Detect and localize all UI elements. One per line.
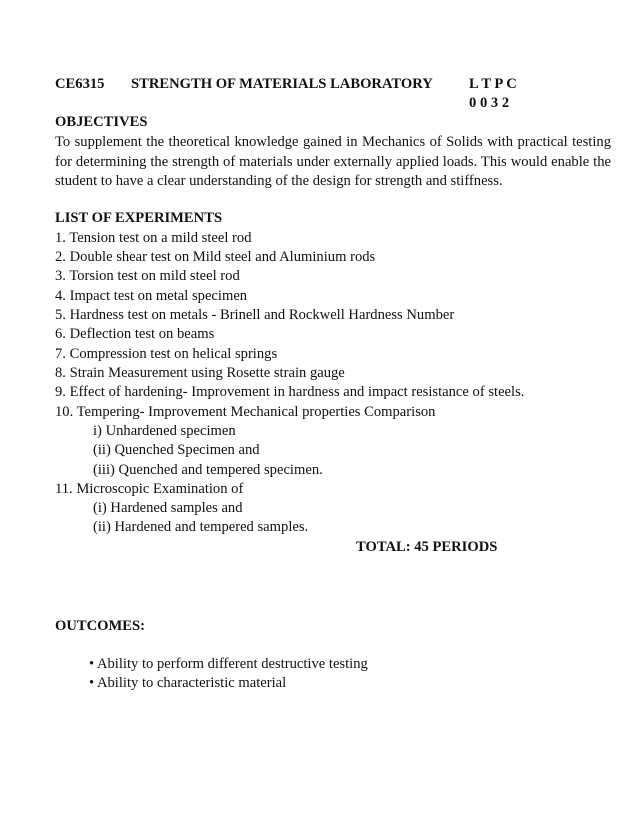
experiment-11-sub-2: (ii) Hardened and tempered samples. bbox=[93, 519, 309, 535]
experiment-item-11: 11. Microscopic Examination of bbox=[55, 481, 244, 497]
outcomes-heading: OUTCOMES: bbox=[55, 618, 145, 634]
experiment-item-6: 6. Deflection test on beams bbox=[55, 326, 215, 342]
ltpc-values: 0 0 3 2 bbox=[469, 95, 510, 111]
experiment-item-2: 2. Double shear test on Mild steel and Aluminium rods bbox=[55, 249, 376, 265]
experiments-heading: LIST OF EXPERIMENTS bbox=[55, 210, 223, 226]
experiment-10-sub-1: i) Unhardened specimen bbox=[93, 423, 236, 439]
experiment-item-1: 1. Tension test on a mild steel rod bbox=[55, 230, 252, 246]
experiment-11-sub-1: (i) Hardened samples and bbox=[93, 500, 243, 516]
objectives-text: To supplement the theoretical knowledge gained in Mechanics of Solids with practical testing for determining the strength of materials under externally applied loads. This would enable the student to have a clear understanding of the design for strength and stiffness. bbox=[55, 134, 611, 189]
course-title: STRENGTH OF MATERIALS LABORATORY bbox=[131, 76, 433, 92]
outcome-item-1: • Ability to perform different destructive testing bbox=[89, 656, 368, 672]
experiment-10-sub-3: (iii) Quenched and tempered specimen. bbox=[93, 462, 323, 478]
total-periods: TOTAL: 45 PERIODS bbox=[356, 539, 498, 555]
ltpc-label: L T P C bbox=[469, 76, 517, 92]
outcome-item-2: • Ability to characteristic material bbox=[89, 675, 287, 691]
experiment-item-5: 5. Hardness test on metals - Brinell and Rockwell Hardness Number bbox=[55, 307, 455, 323]
experiment-item-9: 9. Effect of hardening- Improvement in hardness and impact resistance of steels. bbox=[55, 384, 525, 400]
experiment-item-7: 7. Compression test on helical springs bbox=[55, 346, 278, 362]
course-code: CE6315 bbox=[55, 76, 105, 92]
experiment-10-sub-2: (ii) Quenched Specimen and bbox=[93, 442, 260, 458]
experiment-item-3: 3. Torsion test on mild steel rod bbox=[55, 268, 240, 284]
experiment-item-10: 10. Tempering- Improvement Mechanical properties Comparison bbox=[55, 404, 436, 420]
experiment-item-8: 8. Strain Measurement using Rosette strain gauge bbox=[55, 365, 345, 381]
objectives-heading: OBJECTIVES bbox=[55, 114, 148, 130]
experiment-item-4: 4. Impact test on metal specimen bbox=[55, 288, 248, 304]
